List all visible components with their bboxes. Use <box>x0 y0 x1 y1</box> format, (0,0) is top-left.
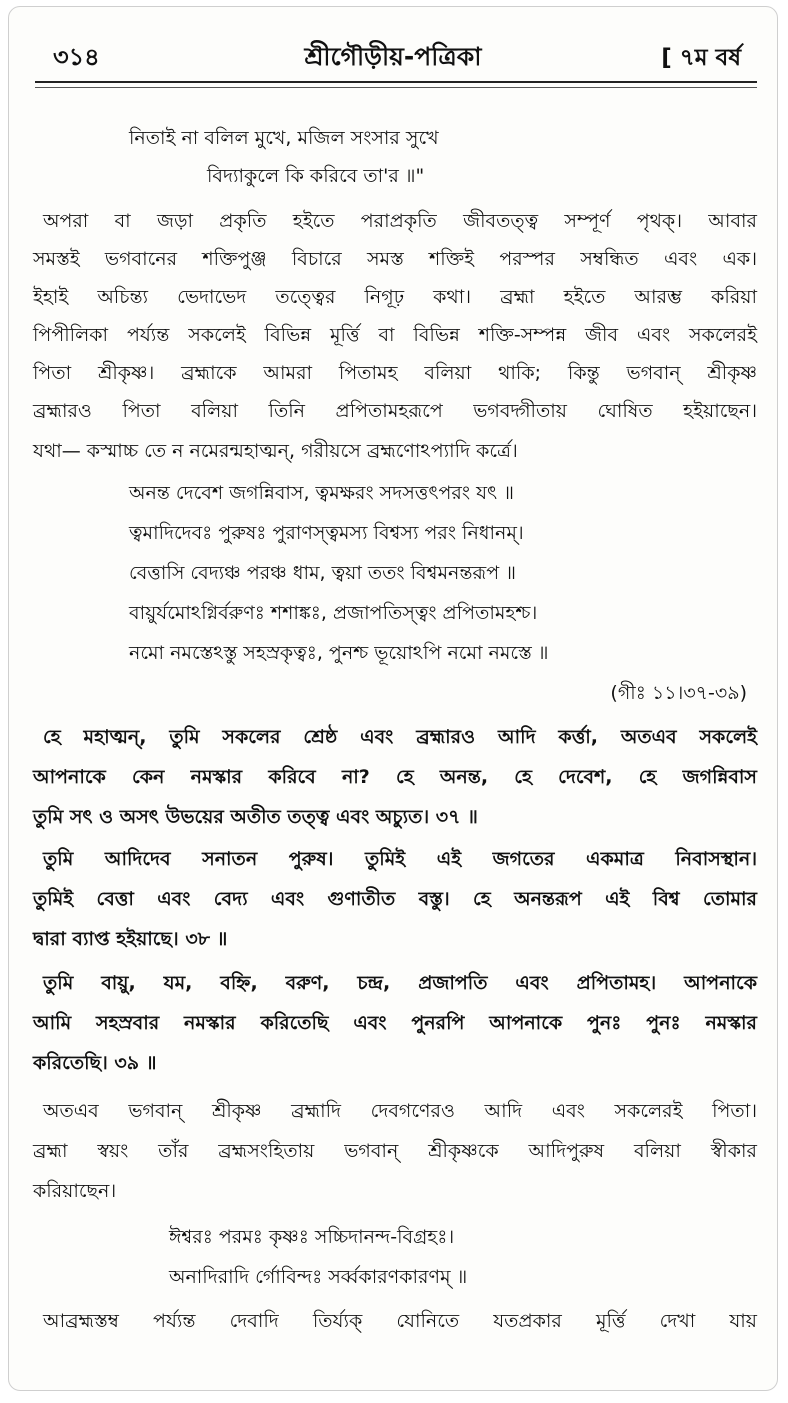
body-line: পিপীলিকা পর্য্যন্ত সকলেই বিভিন্ন মূর্ত্তি বা বিভিন্ন শক্তি-সম্পন্ন জীব এবং সকলেরই <box>33 324 757 346</box>
book-page <box>8 6 778 1391</box>
translation-line: আপনাকে কেন নমস্কার করিবে না? হে অনন্ত, হে দেবেশ, হে জগন্নিবাস <box>33 766 757 788</box>
quote-intro-line: যথা— কস্মাচ্চ তে ন নমেরন্মহাত্মন্, গরীয়সে ব্রহ্মণোঽপ্যাদি কর্ত্রে। <box>33 440 518 462</box>
verse-line: নিতাই না বলিল মুখে, মজিল সংসার সুখে <box>129 127 439 149</box>
running-header <box>9 33 777 73</box>
sanskrit-verse-line: বায়ুর্যমোঽগ্নির্বরুণঃ শশাঙ্কঃ, প্রজাপতিস্ত্বং প্রপিতামহশ্চ। <box>129 602 538 624</box>
body-line: ব্রহ্মা স্বয়ং তাঁর ব্রহ্মসংহিতায় ভগবান্ শ্রীকৃষ্ণকে আদিপুরুষ বলিয়া স্বীকার <box>33 1140 757 1162</box>
body-line: সমস্তই ভগবানের শক্তিপুঞ্জ বিচারে সমস্ত শক্তিই পরস্পর সম্বন্ধিত এবং এক। <box>33 248 757 270</box>
body-line: আব্রহ্মস্তম্ব পর্য্যন্ত দেবাদি তির্য্যক্ যোনিতে যতপ্রকার মূর্ত্তি দেখা যায় <box>43 1310 757 1332</box>
sanskrit-verse-line: বেত্তাসি বেদ্যঞ্চ পরঞ্চ ধাম, ত্বয়া ততং বিশ্বমনন্তরূপ ॥ <box>129 562 516 584</box>
sanskrit-verse-line: অনাদিরাদি র্গোবিন্দঃ সর্ব্বকারণকারণম্ ॥ <box>169 1266 468 1288</box>
verse-line: বিদ্যাকুলে কি করিবে তা'র ॥" <box>207 165 425 187</box>
body-line: অপরা বা জড়া প্রকৃতি হইতে পরাপ্রকৃতি জীবতত্ত্ব সম্পূর্ণ পৃথক্। আবার <box>43 210 757 232</box>
body-line: করিয়াছেন। <box>33 1180 117 1202</box>
sanskrit-verse-line: ত্বমাদিদেবঃ পুরুষঃ পুরাণস্ত্বমস্য বিশ্বস্য পরং নিধানম্। <box>129 522 524 544</box>
body-line: ইহাই অচিন্ত্য ভেদাভেদ তত্ত্বের নিগূঢ় কথা। ব্রহ্মা হইতে আরম্ভ করিয়া <box>33 286 757 308</box>
translation-line: করিতেছি। ৩৯ ॥ <box>33 1052 157 1074</box>
translation-line: দ্বারা ব্যাপ্ত হইয়াছে। ৩৮ ॥ <box>33 928 228 950</box>
translation-line: হে মহাত্মন্, তুমি সকলের শ্রেষ্ঠ এবং ব্রহ্মারও আদি কর্ত্তা, অতএব সকলেই <box>43 726 757 748</box>
sanskrit-verse-line: অনন্ত দেবেশ জগন্নিবাস, ত্বমক্ষরং সদসত্তৎপরং যৎ ॥ <box>129 482 514 504</box>
page-number: ৩১৪ <box>53 43 100 71</box>
verse-reference: (গীঃ ১১।৩৭-৩৯) <box>610 682 747 704</box>
journal-title: শ্রীগৌড়ীয়-পত্রিকা <box>304 42 482 71</box>
translation-line: তুমিই বেত্তা এবং বেদ্য এবং গুণাতীত বস্তু। হে অনন্তরূপ এই বিশ্ব তোমার <box>33 888 757 910</box>
body-line: পিতা শ্রীকৃষ্ণ। ব্রহ্মাকে আমরা পিতামহ বলিয়া থাকি; কিন্তু ভগবান্ শ্রীকৃষ্ণ <box>33 362 757 384</box>
translation-line: তুমি বায়ু, যম, বহ্নি, বরুণ, চন্দ্র, প্রজাপতি এবং প্রপিতামহ। আপনাকে <box>43 972 757 994</box>
volume-label: [ ৭ম বর্ষ <box>661 45 741 71</box>
body-line: অতএব ভগবান্ শ্রীকৃষ্ণ ব্রহ্মাদি দেবগণেরও আদি এবং সকলেরই পিতা। <box>43 1100 757 1122</box>
sanskrit-verse-line: নমো নমস্তেঽস্তু সহস্রকৃত্বঃ, পুনশ্চ ভূয়োঽপি নমো নমস্তে ॥ <box>129 642 549 664</box>
translation-line: তুমি সৎ ও অসৎ উভয়ের অতীত তত্ত্ব এবং অচ্যুত। ৩৭ ॥ <box>33 806 478 828</box>
body-line: ব্রহ্মারও পিতা বলিয়া তিনি প্রপিতামহরূপে ভগবদ্গীতায় ঘোষিত হইয়াছেন। <box>33 400 757 422</box>
sanskrit-verse-line: ঈশ্বরঃ পরমঃ কৃষ্ণঃ সচ্চিদানন্দ-বিগ্রহঃ। <box>169 1226 455 1248</box>
translation-line: তুমি আদিদেব সনাতন পুরুষ। তুমিই এই জগতের একমাত্র নিবাসস্থান। <box>43 848 757 870</box>
header-rule <box>35 81 757 88</box>
translation-line: আমি সহস্রবার নমস্কার করিতেছি এবং পুনরপি আপনাকে পুনঃ পুনঃ নমস্কার <box>33 1012 757 1034</box>
